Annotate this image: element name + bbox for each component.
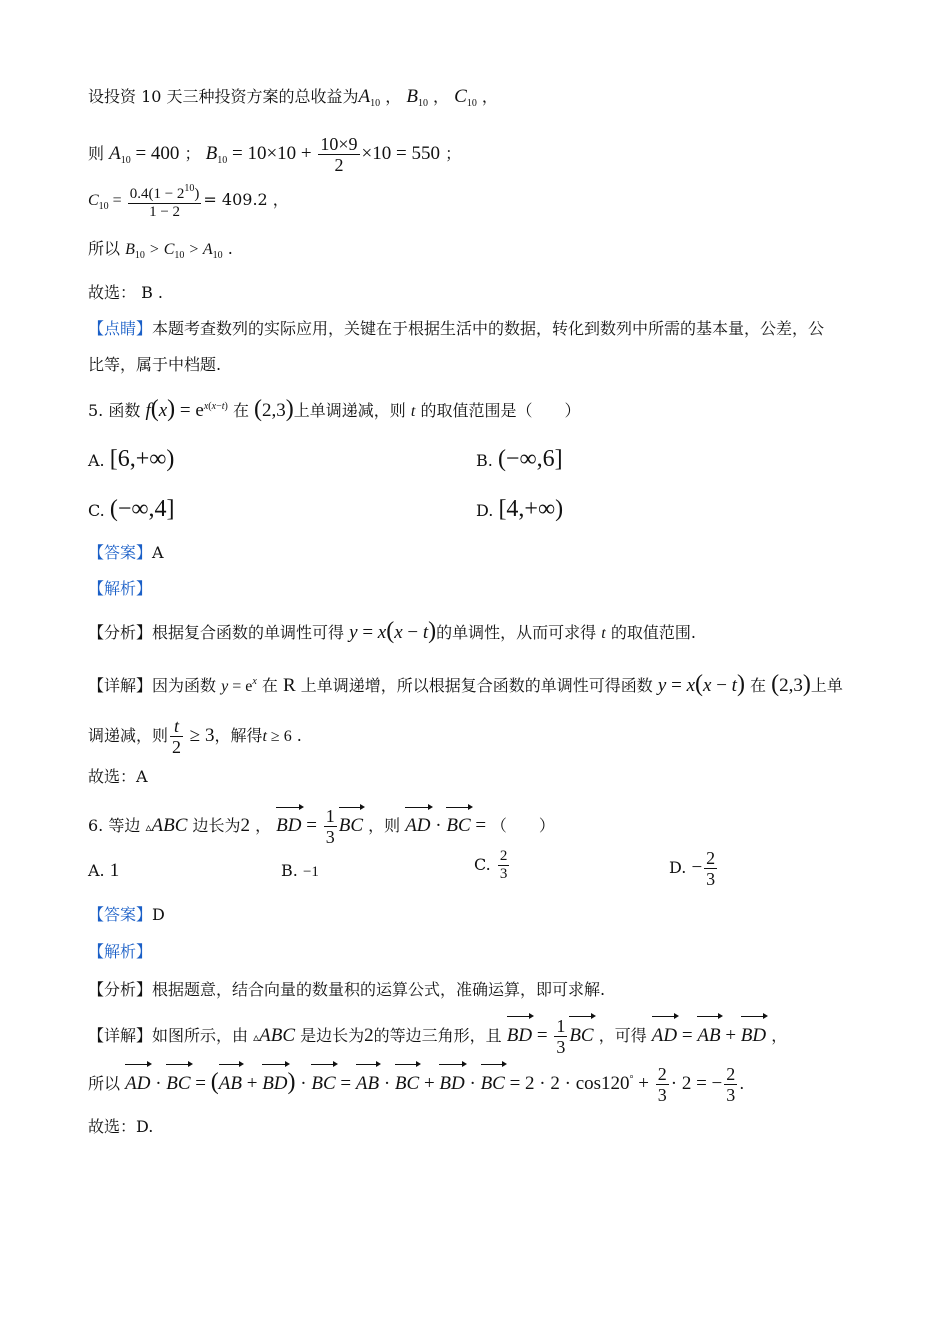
q4-setup-line: 设投资 10 天三种投资方案的总收益为$A_{10}$ ， $B_{10}$ ， $C_{10}$ ， xyxy=(88,86,498,109)
option-label: D. xyxy=(669,858,687,877)
q6-detail-a: 如图所示，由 xyxy=(152,1026,249,1045)
q5-fenxi-mid: 的单调性，从而可求得 xyxy=(436,623,597,642)
q4-c10-line: $C_{10}$ = $\frac{0.4(1 - 2^{10})}{1 - 2}$ = 409.2 ， xyxy=(88,180,890,222)
q6-choice: 故选：D. xyxy=(88,1117,154,1136)
option-value: [6,+∞) xyxy=(109,446,175,472)
q6-option-d[interactable]: D. − $\frac{2}{3}$ xyxy=(669,848,716,889)
answer-tag: 【答案】 xyxy=(88,905,153,924)
q6-detail-c: 的等边三角形，且 xyxy=(373,1026,502,1045)
q5-stem: 5. 函数 $f(x) = e^{x(x-t)}$ 在 (2,3)上单调递减，则 t 的取值范围是（ ） xyxy=(88,396,581,422)
q6-stem-pre: 6. 等边 xyxy=(88,816,141,835)
q4-compare-line: 所以 $B_{10} > C_{10} > A_{10}$ . xyxy=(88,239,233,261)
q6-detail-d: ，可得 xyxy=(598,1026,647,1045)
q6-detail-line1: 【详解】如图所示，由 ▵ABC 是边长为2的等边三角形，且 BD = $\frac{1}{3}$ BC ，可得 AD = AB + BD ， xyxy=(88,1016,788,1057)
option-label: C. xyxy=(88,501,105,520)
q6-stem: 6. 等边 ▵ABC 边长为2 ， BD = $\frac{1}{3}$ BC ，则 AD · BC = （ ） xyxy=(88,806,555,847)
q4-ze: 则 xyxy=(88,144,105,163)
detail-tag: 【详解】 xyxy=(88,1026,153,1045)
q5-detail-line2: 调递减，则 $\frac{t}{2}$ ≥ 3，解得t ≥ 6 . xyxy=(88,716,302,757)
q4-calc-line: 则 $A_{10} = 400$ ； $B_{10} = 10\times 10$ + $\frac{10\times 9}{2}$ ×10 = 550 ； xyxy=(88,134,462,175)
q6-option-a[interactable] xyxy=(88,860,119,882)
q4-comment-line1 xyxy=(88,318,890,340)
q5-option-a[interactable] xyxy=(88,448,174,472)
option-value: 1 xyxy=(109,860,120,881)
comment-text-1: 本题考查数列的实际应用，关键在于根据生活中的数据，转化到数列中所需的基本量，公差，公 xyxy=(152,319,825,338)
q5-answer: A xyxy=(152,543,164,562)
q4-so: 所以 xyxy=(88,239,121,258)
option-label: A. xyxy=(88,861,105,880)
q5-option-d[interactable] xyxy=(476,498,563,522)
q5-detail-a: 因为函数 xyxy=(152,676,217,695)
q6-answer: D xyxy=(152,905,165,924)
option-value: (−∞,6] xyxy=(497,446,563,472)
q5-detail2-b: ，解得 xyxy=(214,726,263,745)
q5-answer-line xyxy=(88,542,890,564)
detail-tag: 【详解】 xyxy=(88,676,153,695)
option-label: C. xyxy=(474,855,491,874)
q4-setup-text: 设投资 10 天三种投资方案的总收益为 xyxy=(88,87,359,106)
q5-detail-line1: 【详解】因为函数 $y = e^x$ 在 R 上单调递增，所以根据复合函数的单调性可得函数 y = x(x − t) 在 (2,3)上单 xyxy=(88,671,843,697)
q6-fenxi-text: 根据题意，结合向量的数量积的运算公式，准确运算，即可求解. xyxy=(152,980,606,999)
q5-detail-d: 在 xyxy=(750,676,767,695)
q6-analysis-tag: 【解析】 xyxy=(88,942,153,961)
q6-option-b[interactable] xyxy=(281,860,319,883)
q6-answer-line xyxy=(88,904,890,926)
q6-fenxi-line xyxy=(88,979,890,1001)
option-label: B. xyxy=(476,451,493,470)
q5-detail-c: 上单调递增，所以根据复合函数的单调性可得函数 xyxy=(300,676,653,695)
q6-detail2-pre: 所以 xyxy=(88,1074,121,1093)
q5-stem-post: 上单调递减，则 xyxy=(293,401,406,420)
q5-fenxi-pre: 根据复合函数的单调性可得 xyxy=(152,623,345,642)
q4-comment-line2: 比等，属于中档题. xyxy=(88,355,222,374)
q4-c10-result: = 409.2 ， xyxy=(203,190,289,209)
q6-detail-b: 是边长为 xyxy=(300,1026,365,1045)
q5-option-c[interactable] xyxy=(88,498,175,522)
fenxi-tag: 【分析】 xyxy=(88,623,153,642)
q6-stem-post: ，则 xyxy=(368,816,401,835)
q6-option-c[interactable]: C. $\frac{2}{3}$ xyxy=(474,848,508,882)
q5-detail-e: 上单 xyxy=(810,676,843,695)
option-label: B. xyxy=(281,861,298,880)
q5-option-b[interactable] xyxy=(476,448,563,472)
comment-tag: 【点睛】 xyxy=(88,319,153,338)
option-label: A. xyxy=(88,451,105,470)
q6-stem-end: （ ） xyxy=(490,816,555,835)
option-label: D. xyxy=(476,501,494,520)
answer-tag: 【答案】 xyxy=(88,543,153,562)
q5-fenxi-line: 【分析】根据复合函数的单调性可得 y = x(x − t)的单调性，从而可求得 t 的取值范围. xyxy=(88,618,696,644)
q5-stem-end: 的取值范围是（ ） xyxy=(420,401,581,420)
q5-detail2-a: 调递减，则 xyxy=(88,726,169,745)
q5-stem-mid: 在 xyxy=(232,401,249,420)
q5-stem-pre: 5. 函数 xyxy=(88,401,141,420)
option-value: [4,+∞) xyxy=(498,496,564,522)
q5-fenxi-end: 的取值范围. xyxy=(610,623,696,642)
q4-choice: 故选： B . xyxy=(88,283,164,302)
q5-analysis-tag: 【解析】 xyxy=(88,579,153,598)
q5-choice: 故选：A xyxy=(88,767,148,786)
option-value: −1 xyxy=(302,864,319,880)
q6-detail-line2: 所以 AD · BC = (AB + BD) · BC = AB · BC + BD · BC = 2 · 2 · cos120° + $\frac{2}{3}$ · 2 = − $\frac{2}{3}$ . xyxy=(88,1064,745,1105)
fenxi-tag: 【分析】 xyxy=(88,980,153,999)
q6-stem-mid: 边长为 xyxy=(192,816,241,835)
option-value: (−∞,4] xyxy=(109,496,175,522)
q5-detail-b: 在 xyxy=(261,676,278,695)
